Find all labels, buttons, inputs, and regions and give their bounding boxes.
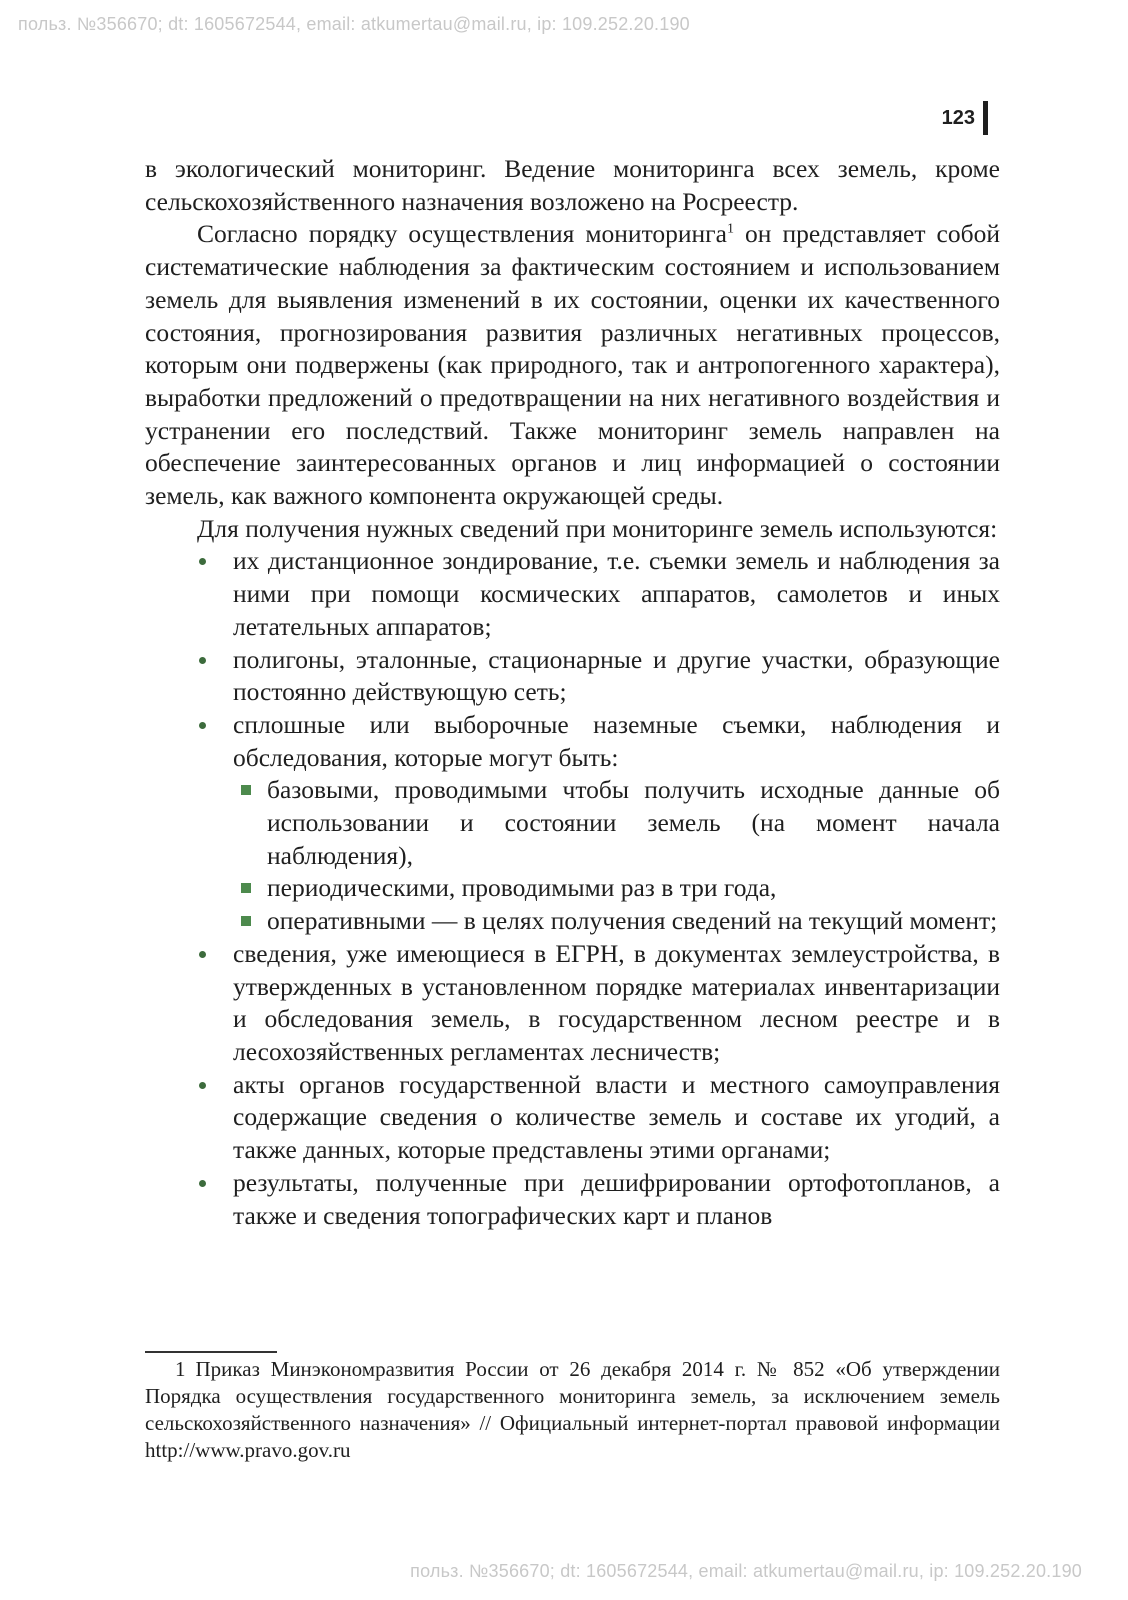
list-item-text: сплошные или выборочные наземные съемки, наблюдения и обследования, которые могут быть: <box>233 709 1000 772</box>
list-item: результаты, полученные при дешифрировании ортофотопланов, а также и сведения топографических карт и планов <box>233 1167 1000 1232</box>
list-item: сведения, уже имеющиеся в ЕГРН, в документах землеустройства, в утвержденных в установленном порядке материалах инвентаризации и обследования земель, в государственном лесном реестре и в лесохозяйственных регламентах лесничеств; <box>233 938 1000 1069</box>
page-number: 123 <box>941 106 975 129</box>
sub-list-item: базовыми, проводимыми чтобы получить исходные данные об использовании и состоянии земель (на момент начала наблюдения), <box>267 774 1000 872</box>
sub-list-item: периодическими, проводимыми раз в три года, <box>267 872 1000 905</box>
sub-bullet-list <box>233 774 1000 938</box>
paragraph-sources-intro: Для получения нужных сведений при мониторинге земель используются: <box>197 513 998 543</box>
list-item: их дистанционное зондирование, т.е. съемки земель и наблюдения за ними при помощи космических аппаратов, самолетов и иных летательных аппаратов; <box>233 545 1000 643</box>
list-item: акты органов государственной власти и местного самоуправления содержащие сведения о количестве земель и составе их угодий, а также данных, которые представлены этими органами; <box>233 1069 1000 1167</box>
footnote-text: Приказ Минэкономразвития России от 26 декабря 2014 г. № 852 «Об утверждении Порядка осуществления государственного мониторинга земель, за исключением земель сельскохозяйственного назначения» // Официальный интернет-портал правовой информации http://www.pravo.gov.ru <box>145 1357 1000 1462</box>
paragraph-text-before-footnote: Согласно порядку осуществления мониторинга <box>197 219 727 249</box>
list-item <box>233 709 1000 938</box>
watermark-bottom: польз. №356670; dt: 1605672544, email: atkumertau@mail.ru, ip: 109.252.20.190 <box>410 1561 1082 1581</box>
bullet-list <box>145 545 1000 1232</box>
watermark-top: польз. №356670; dt: 1605672544, email: atkumertau@mail.ru, ip: 109.252.20.190 <box>18 14 690 34</box>
page-number-area <box>942 101 988 135</box>
footnote-reference: 1 <box>726 221 734 237</box>
paragraph-monitoring-definition <box>145 218 1000 512</box>
footnote-mark: 1 <box>175 1357 186 1381</box>
paragraph-continuation: в экологический мониторинг. Ведение мониторинга всех земель, кроме сельскохозяйственного назначения возложено на Росреестр. <box>145 154 1000 216</box>
footnote-separator <box>145 1351 277 1353</box>
list-item: полигоны, эталонные, стационарные и другие участки, образующие постоянно действующую сеть; <box>233 644 1000 709</box>
paragraph-text-after-footnote: он представляет собой систематические наблюдения за фактическим состоянием и использованием земель для выявления изменений в их состоянии, оценки их качественного состояния, прогнозирования развития различных негативных процессов, которым они подвержены (как природного, так и антропогенного характера), выработки предложений о предотвращении на них негативного воздействия и устранении его последствий. Также мониторинг земель направлен на обеспечение заинтересованных органов и лиц информацией о состоянии земель, как важного компонента окружающей среды. <box>145 219 1000 511</box>
footnote <box>145 1356 1000 1464</box>
main-text <box>145 153 1000 1232</box>
page-number-bar <box>983 101 988 135</box>
sub-list-item: оперативными — в целях получения сведений на текущий момент; <box>267 905 1000 938</box>
